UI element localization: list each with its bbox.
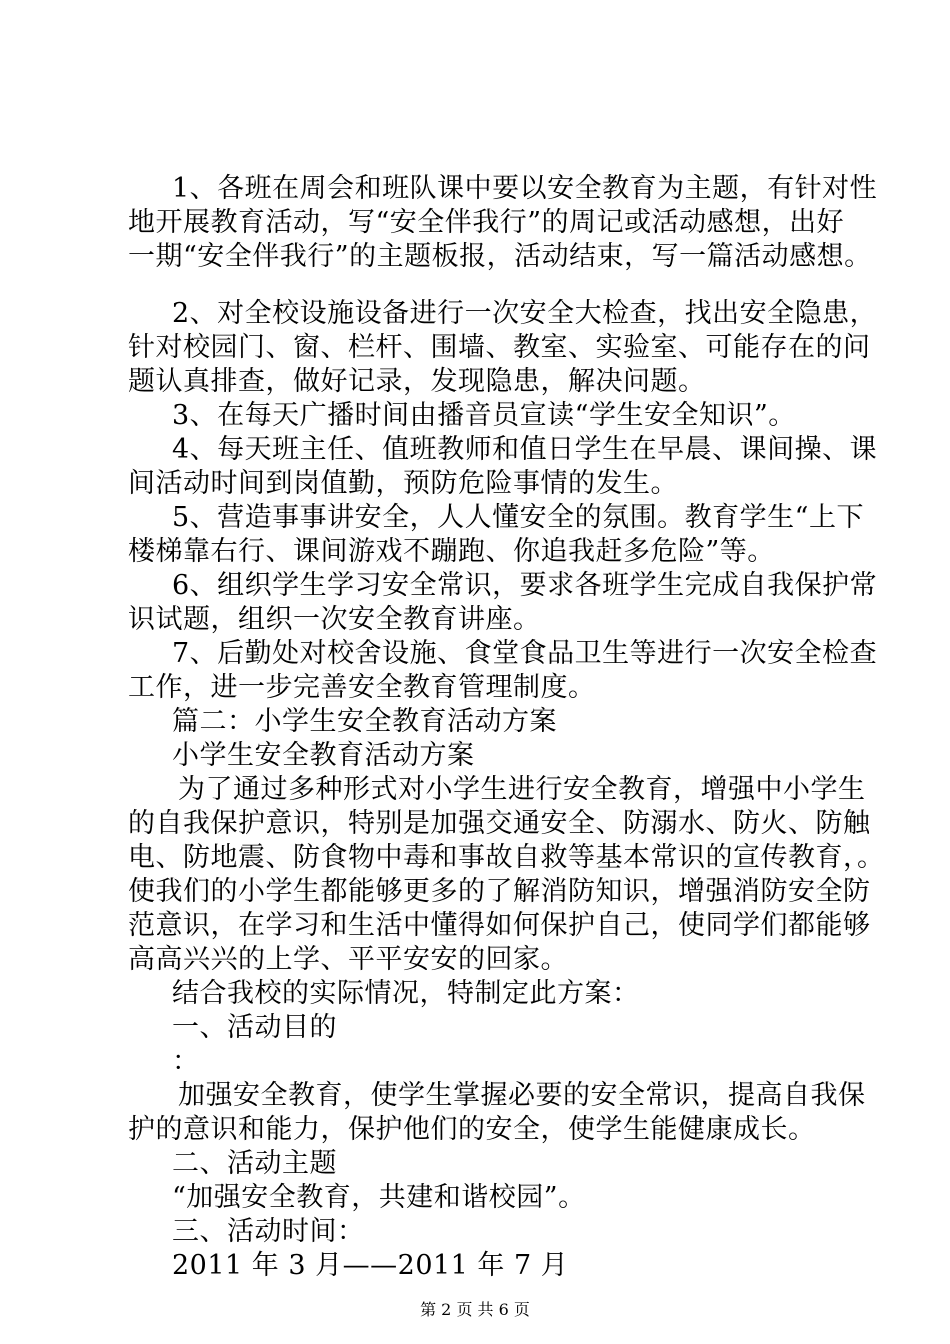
text-line: 一期“安全伴我行”的主题板报，活动结束，写一篇活动感想。 [128, 241, 872, 272]
text-line: 针对校园门、窗、栏杆、围墙、教室、实验室、可能存在的问 [128, 332, 871, 363]
text-line: 为了通过多种形式对小学生进行安全教育，增强中小学生 [178, 774, 866, 805]
text-line: 高高兴兴的上学、平平安安的回家。 [128, 944, 568, 975]
text-line: ： [172, 1046, 200, 1077]
text-line: 4、每天班主任、值班教师和值日学生在早晨、课间操、课 [172, 434, 878, 465]
text-line: 1、各班在周会和班队课中要以安全教育为主题，有针对性 [172, 173, 878, 204]
text-line: 题认真排查，做好记录，发现隐患，解决问题。 [128, 366, 706, 397]
section-heading: 二、活动主题 [172, 1148, 337, 1179]
text-line: 5、营造事事讲安全，人人懂安全的氛围。教育学生“上下 [172, 502, 864, 533]
text-line: 工作，进一步完善安全教育管理制度。 [128, 672, 596, 703]
text-line: “加强安全教育，共建和谐校园”。 [172, 1182, 586, 1213]
text-line: 2、对全校设施设备进行一次安全大检查，找出安全隐患， [172, 298, 878, 329]
text-line: 楼梯靠右行、课间游戏不蹦跑、你追我赶多危险”等。 [128, 536, 775, 567]
text-line: 2011 年 3 月——2011 年 7 月 [172, 1250, 569, 1281]
section-heading: 篇二：小学生安全教育活动方案 [172, 706, 557, 737]
text-line: 护的意识和能力，保护他们的安全，使学生能健康成长。 [128, 1114, 816, 1145]
text-line: 6、组织学生学习安全常识，要求各班学生完成自我保护常 [172, 570, 878, 601]
document-title: 小学生安全教育活动方案 [172, 740, 475, 771]
page-number-footer: 第 2 页 共 6 页 [420, 1300, 530, 1319]
text-line: 加强安全教育，使学生掌握必要的安全常识，提高自我保 [178, 1080, 866, 1111]
text-line: 使我们的小学生都能够更多的了解消防知识，增强消防安全防 [128, 876, 871, 907]
text-line: 地开展教育活动，写“安全伴我行”的周记或活动感想，出好 [128, 207, 845, 238]
section-heading: 三、活动时间： [172, 1216, 365, 1247]
text-line: 结合我校的实际情况，特制定此方案： [172, 978, 640, 1009]
text-line: 的自我保护意识，特别是加强交通安全、防溺水、防火、防触 [128, 808, 871, 839]
text-line: 7、后勤处对校舍设施、食堂食品卫生等进行一次安全检查 [172, 638, 878, 669]
section-heading: 一、活动目的 [172, 1012, 337, 1043]
text-line: 识试题，组织一次安全教育讲座。 [128, 604, 541, 635]
text-line: 范意识，在学习和生活中懂得如何保护自己，使同学们都能够 [128, 910, 871, 941]
text-line: 电、防地震、防食物中毒和事故自救等基本常识的宣传教育，。 [128, 842, 885, 873]
text-line: 3、在每天广播时间由播音员宣读“学生安全知识”。 [172, 400, 796, 431]
text-line: 间活动时间到岗值勤，预防危险事情的发生。 [128, 468, 678, 499]
